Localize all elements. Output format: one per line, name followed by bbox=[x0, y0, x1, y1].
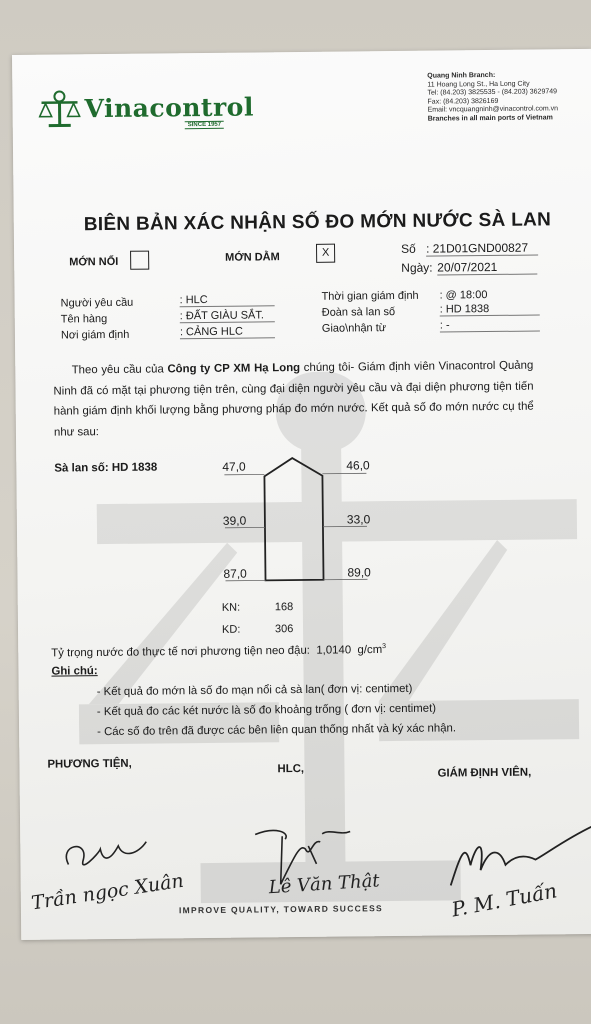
time-value: : @ 18:00 bbox=[439, 289, 488, 302]
note-item: - Kết quả đo mớn là số đo mạn nổi cả sà lan( đơn vị: centimet) bbox=[96, 682, 413, 699]
handover-value: : - bbox=[440, 318, 540, 332]
density-unit: g/cm bbox=[357, 643, 383, 657]
ngay-value: 20/07/2021 bbox=[437, 260, 537, 276]
so-label: Số bbox=[400, 241, 416, 256]
paragraph-pre: Theo yêu cầu của bbox=[71, 363, 168, 377]
branch-address: 11 Hoang Long St., Ha Long City bbox=[427, 80, 530, 89]
draft-fwd-left: 47,0 bbox=[222, 459, 246, 474]
branch-tel: Tel: (84.203) 3825535 - (84.203) 3629749 bbox=[427, 88, 558, 97]
requester-label: Người yêu cầu bbox=[60, 296, 134, 310]
place-label: Nơi giám định bbox=[60, 328, 130, 342]
kd-value: 306 bbox=[274, 623, 294, 636]
signatory-surveyor: GIÁM ĐỊNH VIÊN, bbox=[437, 766, 532, 780]
kn-label: KN: bbox=[221, 601, 241, 614]
branch-fax: Fax: (84.203) 3826169 bbox=[427, 97, 499, 106]
branch-email: Email: vncquangninh@vinacontrol.com.vn bbox=[427, 105, 559, 115]
vessel-signer-name: Trần ngọc Xuân bbox=[29, 869, 186, 915]
signatory-hlc: HLC, bbox=[277, 762, 305, 776]
requester-value: : HLC bbox=[180, 293, 275, 307]
mon-dam-label: MỚN DẰM bbox=[225, 251, 280, 264]
paragraph-company: Công ty CP XM Hạ Long bbox=[167, 362, 301, 376]
ngay-label: Ngày: bbox=[401, 260, 433, 275]
intro-paragraph bbox=[53, 356, 534, 443]
handover-label: Giao\nhận từ bbox=[321, 322, 387, 335]
draft-fwd-right: 46,0 bbox=[346, 458, 370, 473]
signatory-vessel: PHƯƠNG TIỆN, bbox=[47, 757, 132, 771]
goods-label: Tên hàng bbox=[60, 313, 108, 326]
document-title: BIÊN BẢN XÁC NHẬN SỐ ĐO MỚN NƯỚC SÀ LAN bbox=[83, 209, 552, 236]
note-item: - Các số đo trên đã được các bên liên quan thống nhất và ký xác nhận. bbox=[97, 722, 457, 739]
mon-dam-checkbox: X bbox=[316, 244, 335, 263]
goods-value: : ĐẤT GIÀU SẮT. bbox=[180, 309, 275, 323]
mon-noi-label: MỚN NỔI bbox=[69, 255, 119, 269]
branch-info bbox=[427, 71, 558, 124]
logo-since: SINCE 1957 bbox=[185, 121, 224, 129]
kd-label: KD: bbox=[221, 623, 241, 636]
time-label: Thời gian giám định bbox=[321, 289, 419, 303]
barge-number-label: Sà lan số: HD 1838 bbox=[54, 461, 158, 475]
density-value: 1,0140 bbox=[316, 644, 352, 657]
branch-ports: Branches in all main ports of Vietnam bbox=[427, 114, 553, 123]
paragraph-post: chúng tôi- Giám định viên Vinacontrol Quảng Ninh đã có mặt tại phương tiện trên, cùng đại diện người yêu cầu và đại diện phương tiện tiến hành giám định khối lượng bằng phương pháp đo mớn nước. Kết quả số đo mớn nước cụ thể như sau: bbox=[53, 359, 534, 439]
draft-mid-right: 33,0 bbox=[346, 512, 371, 527]
branch-name: Quang Ninh Branch: bbox=[427, 71, 496, 80]
hlc-signer-name: Lê Văn Thật bbox=[268, 870, 381, 899]
so-value: : 21D01GND00827 bbox=[426, 241, 538, 257]
draft-aft-left: 87,0 bbox=[223, 566, 247, 581]
mon-noi-checkbox bbox=[130, 251, 149, 270]
note-item: - Kết quả đo các két nước là số đo khoảng trống ( đơn vị: centimet) bbox=[96, 702, 437, 719]
footer-slogan: IMPROVE QUALITY, TOWARD SUCCESS bbox=[178, 903, 384, 916]
density-unit-sup: 3 bbox=[382, 643, 387, 651]
draft-aft-right: 89,0 bbox=[347, 565, 371, 580]
kn-value: 168 bbox=[274, 601, 294, 614]
notes-heading: Ghi chú: bbox=[51, 665, 98, 678]
place-value: : CẢNG HLC bbox=[180, 325, 275, 339]
document-sheet bbox=[12, 49, 591, 940]
draft-mid-left: 39,0 bbox=[222, 513, 247, 528]
logo-wordmark: Vinacontrol bbox=[84, 92, 255, 124]
vinacontrol-scale-logo-icon bbox=[38, 88, 80, 128]
density-label: Tỷ trọng nước đo thực tế nơi phương tiện neo đậu: bbox=[51, 644, 311, 660]
barge-value: : HD 1838 bbox=[440, 302, 540, 316]
barge-label: Đoàn sà lan số bbox=[321, 306, 396, 319]
surveyor-signer-name: P. M. Tuấn bbox=[449, 878, 559, 922]
